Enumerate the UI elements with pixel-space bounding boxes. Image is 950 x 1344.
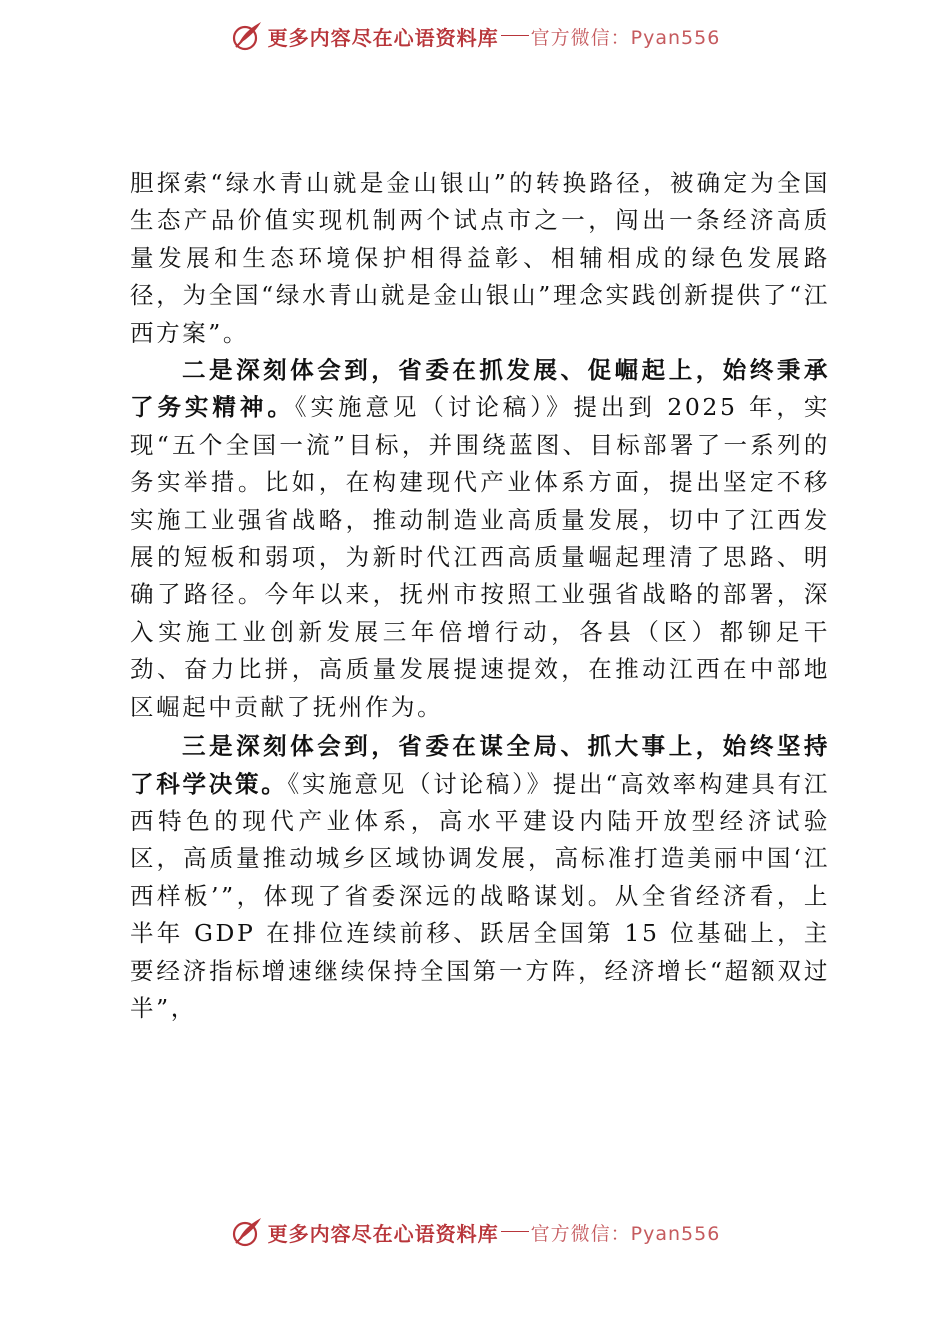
paragraph-1 <box>130 165 830 352</box>
quill-logo-icon <box>230 19 264 53</box>
paragraph-3 <box>130 728 830 1027</box>
watermark-text: 更多内容尽在心语资料库 <box>267 1221 499 1246</box>
paragraph-2-lead: 二是深刻体会到，省委在抓发展、促崛起上，始终秉承了务实精神。 <box>130 356 830 422</box>
paragraph-1-text: 胆探索“绿水青山就是金山银山”的转换路径，被确定为全国生态产品价值实现机制两个试点市之一，闯出一条经济高质量发展和生态环境保护相得益彰、相辅相成的绿色发展路径，为全国“绿水青山就是金山银山”理念实践创新提供了“江西方案”。 <box>130 169 830 347</box>
header-watermark <box>0 12 950 60</box>
watermark-wechat: 官方微信：Pyan556 <box>530 1222 721 1245</box>
quill-logo-icon <box>230 1215 264 1249</box>
paragraph-3-text: 《实施意见（讨论稿）》提出“高效率构建具有江西特色的现代产业体系，高水平建设内陆开放型经济试验区，高质量推动城乡区域协调发展，高标准打造美丽中国‘江西样板’”，体现了省委深远的战略谋划。从全省经济看，上半年 GDP 在排位连续前移、跃居全国第 15 位基础上，主要经济指标增速继续保持全国第一方阵，经济增长“超额双过半”， <box>130 769 830 1022</box>
document-body <box>130 165 830 1027</box>
watermark-text: 更多内容尽在心语资料库 <box>267 25 499 50</box>
footer-watermark <box>0 1208 950 1256</box>
watermark-dash <box>501 1231 529 1232</box>
paragraph-2-text: 《实施意见（讨论稿）》提出到 2025 年，实现“五个全国一流”目标，并围绕蓝图、目标部署了一系列的务实举措。比如，在构建现代产业体系方面，提出坚定不移实施工业强省战略，推动制造业高质量发展，切中了江西发展的短板和弱项，为新时代江西高质量崛起理清了思路、明确了路径。今年以来，抚州市按照工业强省战略的部署，深入实施工业创新发展三年倍增行动，各县（区）都铆足干劲、奋力比拼，高质量发展提速提效，在推动江西在中部地区崛起中贡献了抚州作为。 <box>130 393 830 721</box>
watermark-wechat: 官方微信：Pyan556 <box>530 26 721 49</box>
paragraph-2 <box>130 352 830 726</box>
paragraph-3-lead: 三是深刻体会到，省委在谋全局、抓大事上，始终坚持了科学决策。 <box>130 732 830 798</box>
watermark-dash <box>501 35 529 36</box>
